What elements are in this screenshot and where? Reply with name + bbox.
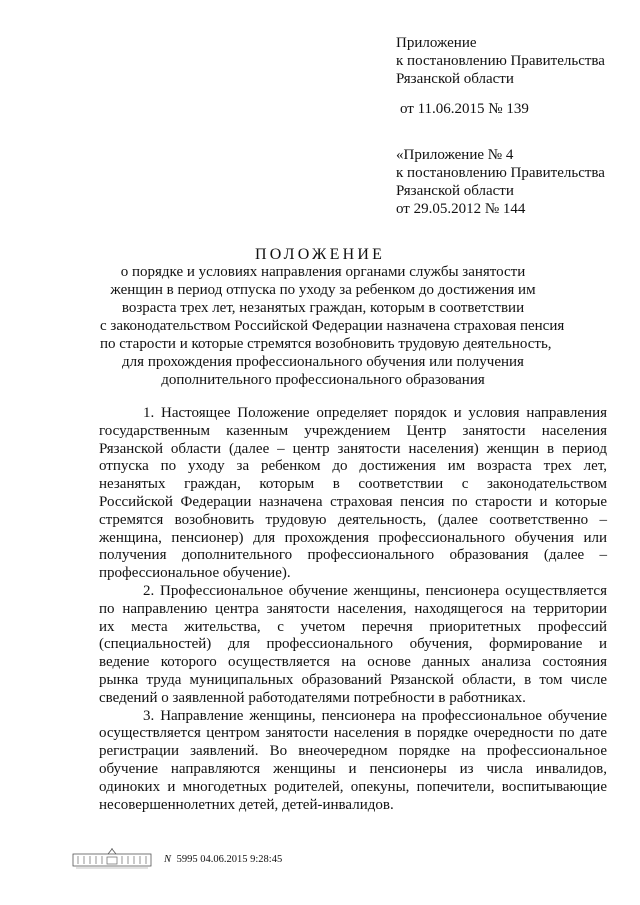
paragraph-line: регистрации заявлений. Во внеочередном порядке на профессиональное — [99, 743, 607, 760]
registration-footer — [72, 848, 282, 870]
paragraph-line: 3. Направление женщины, пенсионера на профессиональное обучение — [143, 707, 607, 724]
paragraph-line: Рязанской области (далее – центр занятости населения) женщин в период — [99, 440, 607, 457]
appendix-original-date: от 29.05.2012 № 144 — [396, 201, 526, 217]
paragraph-line: профессиональное обучение). — [99, 565, 291, 582]
subtitle-line: с законодательством Российской Федерации назначена страховая пенсия — [100, 318, 565, 334]
document-subtitle — [100, 263, 565, 389]
subtitle-line: для прохождения профессионального обучения или получения — [122, 354, 524, 370]
appendix-original — [396, 146, 626, 218]
paragraph-line: стремятся возобновить трудовую деятельность, (далее соответственно – — [99, 511, 607, 528]
paragraph-line: одиноких и многодетных родителей, опекуны, попечители, воспитывающие — [99, 778, 607, 795]
paragraph-line: получения дополнительного профессионального образования (далее – — [99, 547, 607, 564]
paragraph-line: государственным казенным учреждением Центр занятости населения — [99, 422, 607, 439]
registration-stamp-text — [164, 854, 282, 865]
appendix-region: Рязанской области — [396, 71, 514, 87]
paragraph-3 — [99, 708, 607, 815]
paragraph-line: по направлению центра занятости населения, находящегося на территории — [99, 600, 607, 617]
subtitle-line: дополнительного профессионального образования — [161, 372, 485, 388]
registry-stamp-icon — [72, 848, 152, 870]
subtitle-line: возраста трех лет, незанятых граждан, которым в соответствии — [121, 300, 525, 316]
paragraph-1 — [99, 405, 607, 583]
appendix-original-resolution-ref: к постановлению Правительства — [396, 165, 605, 181]
paragraph-line: 1. Настоящее Положение определяет порядок и условия направления — [143, 405, 607, 421]
appendix-date: от 11.06.2015 № 139 — [400, 101, 529, 117]
paragraph-line: незанятых граждан, которым в соответствии с законодательством — [99, 476, 607, 493]
paragraph-line: обучение направляются женщины и пенсионеры из числа инвалидов, — [99, 760, 607, 777]
appendix-original-label: «Приложение № 4 — [396, 147, 514, 163]
subtitle-line: о порядке и условиях направления органами службы занятости — [120, 264, 526, 280]
registration-number-mark: N — [164, 853, 172, 865]
subtitle-line: по старости и которые стремятся возобновить трудовую деятельность, — [100, 336, 552, 352]
paragraph-2 — [99, 583, 607, 708]
subtitle-line: женщин в период отпуска по уходу за ребенком до достижения им — [110, 282, 536, 298]
paragraph-line: несовершеннолетних детей, детей-инвалидов. — [99, 796, 394, 813]
paragraph-line: женщина, пенсионер) для прохождения профессионального обучения или — [99, 529, 607, 546]
paragraph-line: ведение которого осуществляется на основе данных анализа состояния — [99, 654, 607, 671]
paragraph-line: сведений о заявленной работодателями потребности в работниках. — [99, 689, 526, 706]
paragraph-line: отпуска по уходу за ребенком до достижения им возраста трех лет, — [99, 458, 607, 475]
paragraph-line: осуществляется центром занятости населения в порядке очередности по дате — [99, 725, 607, 742]
document-body — [99, 405, 607, 814]
paragraph-line: (специальностей) для профессионального обучения, формирование и — [99, 636, 607, 653]
document-title: ПОЛОЖЕНИЕ — [254, 246, 386, 263]
paragraph-line: рынка труда муниципальных образований Рязанской области, в том числе — [99, 671, 607, 688]
appendix-label: Приложение — [396, 35, 477, 51]
appendix-header — [396, 34, 626, 118]
paragraph-line: их места жительства, с учетом перечня приоритетных профессий — [99, 618, 607, 635]
appendix-resolution-ref: к постановлению Правительства — [396, 53, 605, 69]
registration-number-date: 5995 04.06.2015 9:28:45 — [176, 853, 283, 865]
paragraph-line: 2. Профессиональное обучение женщины, пенсионера осуществляется — [143, 582, 607, 599]
paragraph-line: Российской Федерации назначена страховая пенсия по старости и которые — [99, 493, 607, 510]
appendix-original-region: Рязанской области — [396, 183, 514, 199]
